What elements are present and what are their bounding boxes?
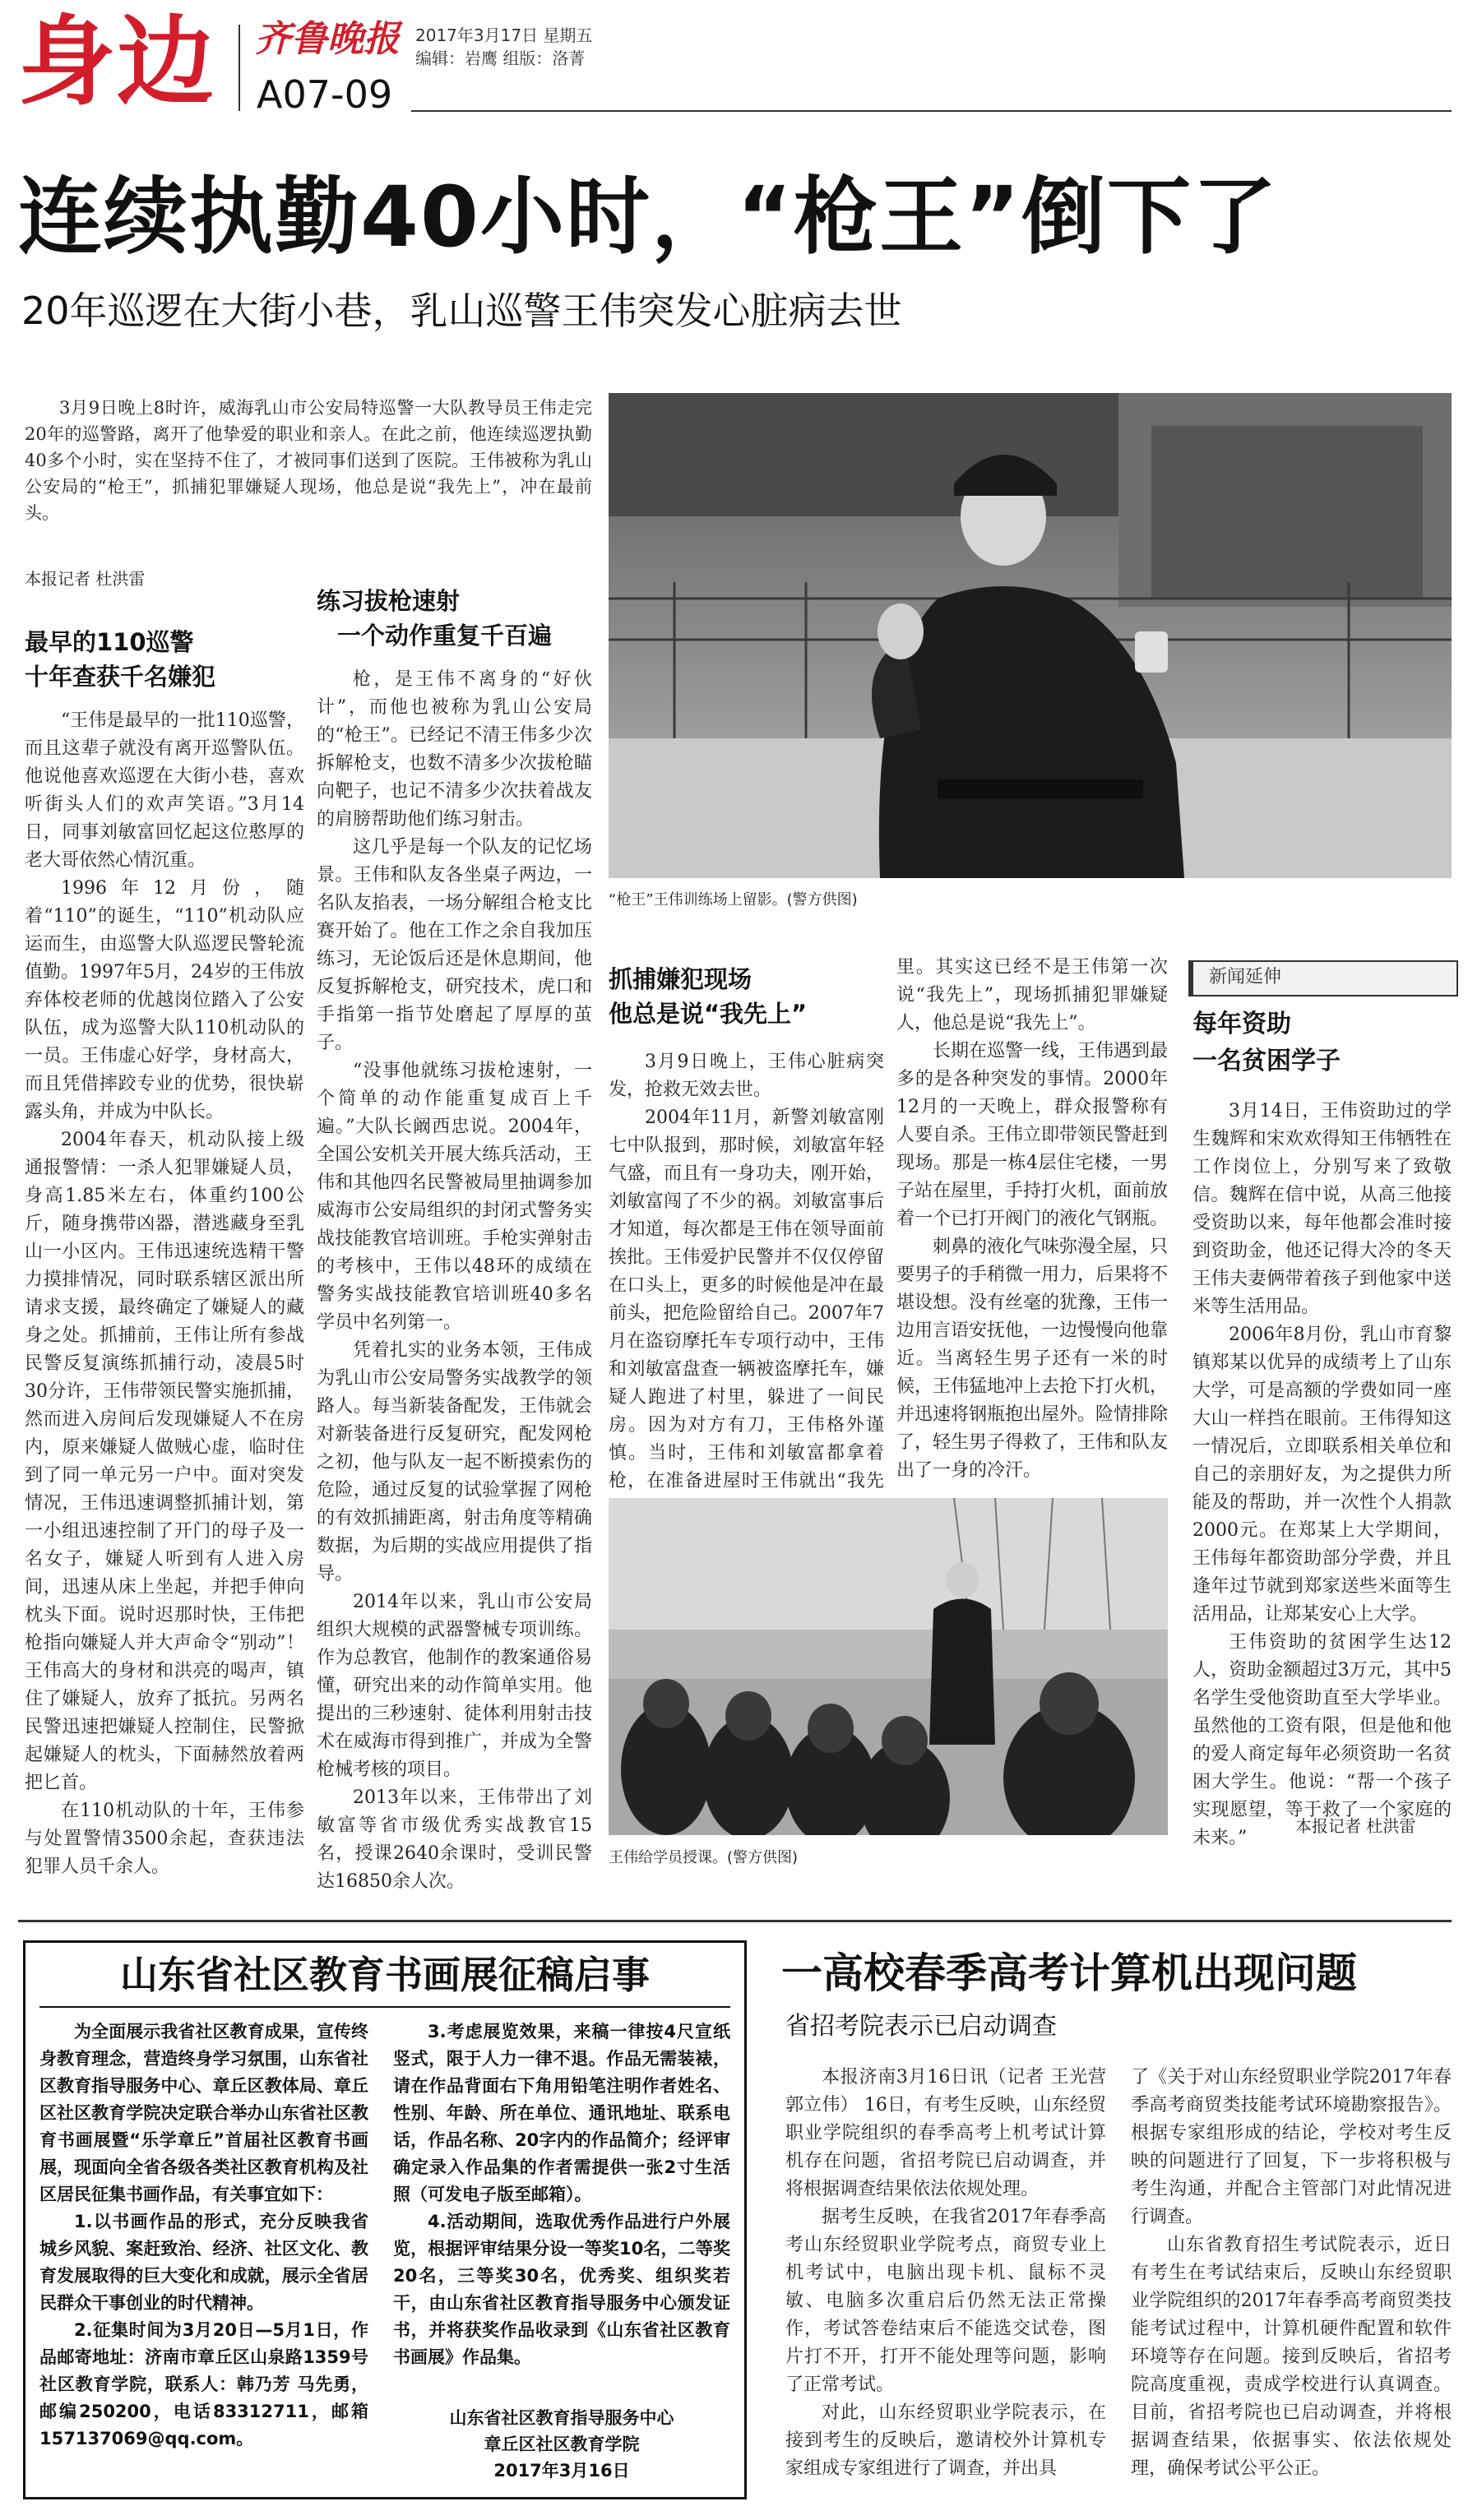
notice-title: 山东省社区教育书画展征稿启事	[120, 1953, 650, 1997]
story2-paragraph: 据考生反映，在我省2017年春季高考山东经贸职业学院考点，商贸专业上机考试中，电脑出现卡机、鼠标不灵敏、电脑多次重启后仍然无法正常操作，考试答卷结束后不能选交试卷，图片打不开，打开不能处理等问题，影响了正常考试。	[785, 2207, 1106, 2395]
photo-illustration	[609, 1498, 1168, 1835]
section2-paragraph: 凭着扎实的业务本领，王伟成为乳山市公安局警务实战教学的领路人。每当新装备配发，王伟就会对新装备进行反复研究，配发网枪之初，他与队友一起不断摸索伤的危险，通过反复的试验掌握了网枪的有效抓捕距离，射击角度等精确数据，为后期的实战应用提供了指导。	[317, 1340, 592, 1584]
section3-body-col1	[609, 1048, 884, 1524]
masthead	[0, 0, 1468, 132]
section3-paragraph: 刺鼻的液化气味弥漫全屋，只要男子的手稍微一用力，后果将不堪设想。没有丝毫的犹豫，王伟一边用言语安抚他，一边慢慢向他靠近。当离轻生男子还有一米的时候，王伟猛地冲上去抢下打火机，并迅速将钢瓶抱出屋外。险情排除了，轻生男子得救了，王伟和队友出了一身的冷汗。	[896, 1237, 1169, 1481]
notice-body-col1	[39, 2018, 368, 2453]
section1-title-line1: 最早的110巡警	[25, 628, 194, 656]
newspaper-name: 齐鲁晚报	[255, 18, 400, 60]
section3-title-line1: 抓捕嫌犯现场	[609, 965, 753, 993]
photo1-caption: “枪王”王伟训练场上留影。(警方供图)	[609, 891, 858, 909]
sidebar-tag: 新闻延伸	[1209, 967, 1282, 987]
lead-paragraph	[25, 395, 592, 526]
photo-illustration	[609, 393, 1452, 878]
masthead-rule	[411, 110, 1452, 112]
notice-body-col2	[393, 2018, 730, 2371]
section3-paragraph: 长期在巡警一线，王伟遇到最多的是各种突发的事情。2000年12月的一天晚上，群众报警称有人要自杀。王伟立即带领民警赶到现场。那是一栋4层住宅楼，一男子站在屋里，手持打火机，面前放着一个已打开阀门的液化气钢瓶。	[896, 1041, 1169, 1229]
section3-title-line2: 他总是说“我先上”	[609, 1000, 808, 1028]
notice-signature-org1: 山东省社区教育指导服务中心	[449, 2408, 674, 2428]
main-byline: 本报记者 杜洪雷	[25, 569, 146, 589]
section1-title-line2: 十年查获千名嫌犯	[25, 663, 216, 691]
section2-paragraph: 这几乎是每一个队友的记忆场景。王伟和队友各坐桌子两边，一名队友掐表，一场分解组合枪支比赛开始了。他在工作之余自我加压练习，无论饭后还是休息期间，他反复拆解枪支，研究技术，虎口和手指第一指节处磨起了厚厚的茧子。	[317, 837, 592, 1053]
lead-text: 3月9日晚上8时许，威海乳山市公安局特巡警一大队教导员王伟走完20年的巡警路，离开了他挚爱的职业和亲人。在此之前，他连续巡逻执勤40多个小时，实在坚持不住了，才被同事们送到了医院。王伟被称为乳山公安局的“枪王”，抓捕犯罪嫌疑人现场，他总是说“我先上”，冲在最前头。	[25, 398, 592, 523]
photo-wang-wei-teaching	[609, 1498, 1168, 1835]
notice-signature-org2: 章丘区社区教育学院	[484, 2434, 640, 2454]
photo-wang-wei-training	[609, 393, 1452, 878]
sidebar-paragraph: 王伟资助的贫困学生达12人，资助金额超过3万元，其中5名学生受他资助直至大学毕业。虽然他的工资有限，但是他和他的爱人商定每年必须资助一名贫困大学生。他说：“帮一个孩子实现愿望，等于救了一个家庭的未来。”	[1192, 1632, 1452, 1848]
editor-line: 编辑：岩鹰 组版：洛菁	[415, 49, 586, 68]
main-headline: 连续执勤40小时，“枪王”倒下了	[18, 169, 1279, 266]
notice-paragraph: 4.活动期间，选取优秀作品进行户外展览，根据评审结果分设一等奖10名，二等奖20名，三等奖30名，优秀奖、组织奖若干，由山东省社区教育指导服务中心颁发证书，并将获奖作品收录到《山东省社区教育书画展》作品集。	[393, 2212, 730, 2367]
section3-paragraph: 3月9日晚上，王伟心脏病突发，抢救无效去世。	[609, 1052, 884, 1100]
section2-title-line2: 一个动作重复千百遍	[337, 622, 553, 650]
notice-paragraph: 3.考虑展览效果，来稿一律按4尺宣纸竖式，限于人力一律不退。作品无需装裱，请在作品背面右下角用铅笔注明作者姓名、性别、年龄、所在单位、通讯地址、联系电话，作品名称、20字内的作品简介；经评审确定录入作品集的作者需提供一张2寸生活照（可发电子版至邮箱）。	[393, 2022, 730, 2204]
section1-body	[25, 707, 304, 1881]
page-number: A07-09	[257, 72, 393, 117]
notice-paragraph: 2.征集时间为3月20日—5月1日，作品邮寄地址：济南市章丘区山泉路1359号社区教育学院，联系人：韩乃芳 马先勇，邮编250200，电话83312711，邮箱157137069@qq.com。	[39, 2320, 368, 2448]
section-divider	[18, 1920, 1452, 1922]
section2-body	[317, 666, 592, 1896]
section2-paragraph: 2013年以来，王伟带出了刘敏富等省市级优秀实战教官15名，授课2640余课时，受训民警达16850余人次。	[317, 1787, 592, 1892]
section3-body-col2	[896, 954, 1168, 1485]
section3-paragraph: 里。其实这已经不是王伟第一次说“我先上”，现场抓捕犯罪嫌疑人，他总是说“我先上”。	[896, 957, 1168, 1033]
notice-paragraph: 1.以书画作品的形式，充分反映我省城乡风貌、案赶致治、经济、社区文化、教育发展取得的巨大变化和成就，展示全省居民群众干事创业的时代精神。	[39, 2212, 368, 2313]
section2-paragraph: “没事他就练习拔枪速射，一个简单的动作能重复成百上千遍。”大队长阚西忠说。2004年，全国公安机关开展大练兵活动，王伟和其他四名民警被局里抽调参加威海市公安局组织的封闭式警务实战技能教官培训班。手枪实弹射击的考核中，王伟以48环的成绩在警务实战技能教官培训班40多名学员中名列第一。	[317, 1061, 592, 1333]
section-title: 身边	[18, 5, 216, 118]
notice-title-underline	[39, 2006, 730, 2008]
section2-title-line1: 练习拔枪速射	[317, 587, 461, 615]
sidebar-paragraph: 3月14日，王伟资助过的学生魏辉和宋欢欢得知王伟牺牲在工作岗位上，分别写来了致敬信。魏辉在信中说，从高三他接受资助以来，每年他都会准时接到资助金，他还记得大冷的冬天王伟夫妻俩带着孩子到他家中送米等生活用品。	[1192, 1101, 1452, 1317]
section1-paragraph: 2004年春天，机动队接上级通报警情：一杀人犯罪嫌疑人员，身高1.85米左右，体重约100公斤，随身携带凶器，潜逃藏身至乳山一小区内。王伟迅速统选精干警力摸排情况，同时联系辖区派出所请求支援，最终确定了嫌疑人的藏身之处。抓捕前，王伟让所有参战民警反复演练抓捕行动，凌晨5时30分许，王伟带领民警实施抓捕，然而进入房间后发现嫌疑人不在房内，原来嫌疑人做贼心虚，临时住到了同一单元另一户中。面对突发情况，王伟迅速调整抓捕计划，第一小组迅速控制了开门的母子及一名女子，嫌疑人听到有人进入房间，迅速从床上坐起，并把手伸向枕头下面。说时迟那时快，王伟把枪指向嫌疑人并大声命令“别动”！王伟高大的身材和洪亮的喝声，镇住了嫌疑人，放弃了抵抗。另两名民警迅速把嫌疑人控制住，民警掀起嫌疑人的枕头，下面赫然放着两把匕首。	[25, 1130, 304, 1793]
story2-paragraph: 对此，山东经贸职业学院表示，在接到考生的反映后，邀请校外计算机专家组成专家组进行了调查，并出具	[785, 2402, 1106, 2479]
notice-signature-date: 2017年3月16日	[493, 2461, 630, 2481]
section1-paragraph: 1996年12月份，随着“110”的诞生，“110”机动队应运而生，由巡警大队巡逻民警轮流值勤。1997年5月，24岁的王伟放弃体校老师的优越岗位踏入了公安队伍，成为巡警大队110机动队的一员。王伟虚心好学，身材高大，而且凭借摔跤专业的优势，很快崭露头角，并成为中队长。	[25, 878, 304, 1122]
section1-paragraph: 在110机动队的十年，王伟参与处置警情3500余起，查获违法犯罪人员千余人。	[25, 1801, 304, 1877]
photo2-caption: 王伟给学员授课。(警方供图)	[609, 1849, 799, 1866]
story2-paragraph: 了《关于对山东经贸职业学院2017年春季高考商贸类技能考试环境勘察报告》。根据专家组形成的结论，学校对考生反映的问题进行了回复，下一步将积极与考生沟通，并配合主管部门对此情况进行调查。	[1131, 2067, 1452, 2227]
story2-paragraph: 本报济南3月16日讯（记者 王光营 郭立伟） 16日，有考生反映，山东经贸职业学院组织的春季高考上机考试计算机存在问题，省招考院已启动调查，并将根据调查结果依法依规处理。	[785, 2067, 1106, 2199]
story2-paragraph: 山东省教育招生考试院表示，近日有考生在考试结束后，反映山东经贸职业学院组织的2017年春季高考商贸类技能考试过程中，计算机硬件配置和软件环境等存在问题。接到反映后，省招考院高度重视，责成学校进行认真调查。目前，省招考院也已启动调查，并将根据调查结果，依据事实、依法依规处理，确保考试公平公正。	[1131, 2235, 1452, 2479]
section2-paragraph: 枪，是王伟不离身的“好伙计”，而他也被称为乳山公安局的“枪王”。已经记不清王伟多少次拆解枪支，也数不清多少次拔枪瞄向靶子，也记不清多少次扶着战友的肩膀帮助他们练习射击。	[317, 669, 592, 830]
date-line: 2017年3月17日 星期五	[415, 25, 593, 45]
story2-subheadline: 省招考院表示已启动调查	[785, 2012, 1057, 2041]
sidebar-paragraph: 2006年8月份，乳山市育黎镇郑某以优异的成绩考上了山东大学，可是高额的学费如同一座大山一样挡在眼前。王伟得知这一情况后，立即联系相关单位和自己的亲朋好友，为之提供力所能及的帮助，并一次性个人捐款2000元。在郑某上大学期间，王伟每年都资助部分学费，并且逢年过节就到郑家送些米面等生活用品，让郑某安心上大学。	[1192, 1325, 1452, 1625]
story2-body-col2	[1131, 2064, 1452, 2483]
section1-paragraph: “王伟是最早的一批110巡警，而且这辈子就没有离开巡警队伍。他说他喜欢巡逻在大街小巷，喜欢听街头人们的欢声笑语。”3月14日，同事刘敏富回忆起这位憨厚的老大哥依然心情沉重。	[25, 710, 304, 871]
sidebar-byline: 本报记者 杜洪雷	[1295, 1816, 1416, 1836]
story2-body-col1	[785, 2064, 1106, 2483]
main-subheadline: 20年巡逻在大街小巷，乳山巡警王伟突发心脏病去世	[21, 289, 902, 333]
sidebar-body	[1192, 1098, 1452, 1852]
sidebar-title-line1: 每年资助	[1192, 1010, 1291, 1038]
section3-paragraph: 2004年11月，新警刘敏富刚七中队报到，那时候，刘敏富年轻气盛，而且有一身功夫，刚开始，刘敏富闯了不少的祸。刘敏富事后才知道，每次都是王伟在领导面前挨批。王伟爱护民警并不仅仅停留在口头上，更多的时候他是冲在最前头，把危险留给自己。2007年7月在盗窃摩托车专项行动中，王伟和刘敏富盘查一辆被盗摩托车，嫌疑人跑进了村里，躲进了一间民房。因为对方有刀，王伟格外谨慎。当时，王伟和刘敏富都拿着枪，在准备进屋时王伟就出“我先	[609, 1107, 884, 1491]
masthead-divider	[238, 25, 240, 111]
notice-signature	[393, 2405, 730, 2484]
section2-paragraph: 2014年以来，乳山市公安局组织大规模的武器警械专项训练。作为总教官，他制作的教案通俗易懂，研究出来的动作简单实用。他提出的三秒速射、徒体利用射击技术在威海市得到推广，并成为全警枪械考核的项目。	[317, 1592, 592, 1780]
story2-headline: 一高校春季高考计算机出现问题	[781, 1949, 1357, 1997]
notice-paragraph: 为全面展示我省社区教育成果，宣传终身教育理念，营造终身学习氛围，山东省社区教育指导服务中心、章丘区教体局、章丘区社区教育学院决定联合举办山东省社区教育书画展暨“乐学章丘”首届社区教育书画展，现面向全省各级各类社区教育机构及社区居民征集书画作品，有关事宜如下：	[39, 2022, 368, 2204]
sidebar-title-line2: 一名贫困学子	[1192, 1047, 1341, 1075]
